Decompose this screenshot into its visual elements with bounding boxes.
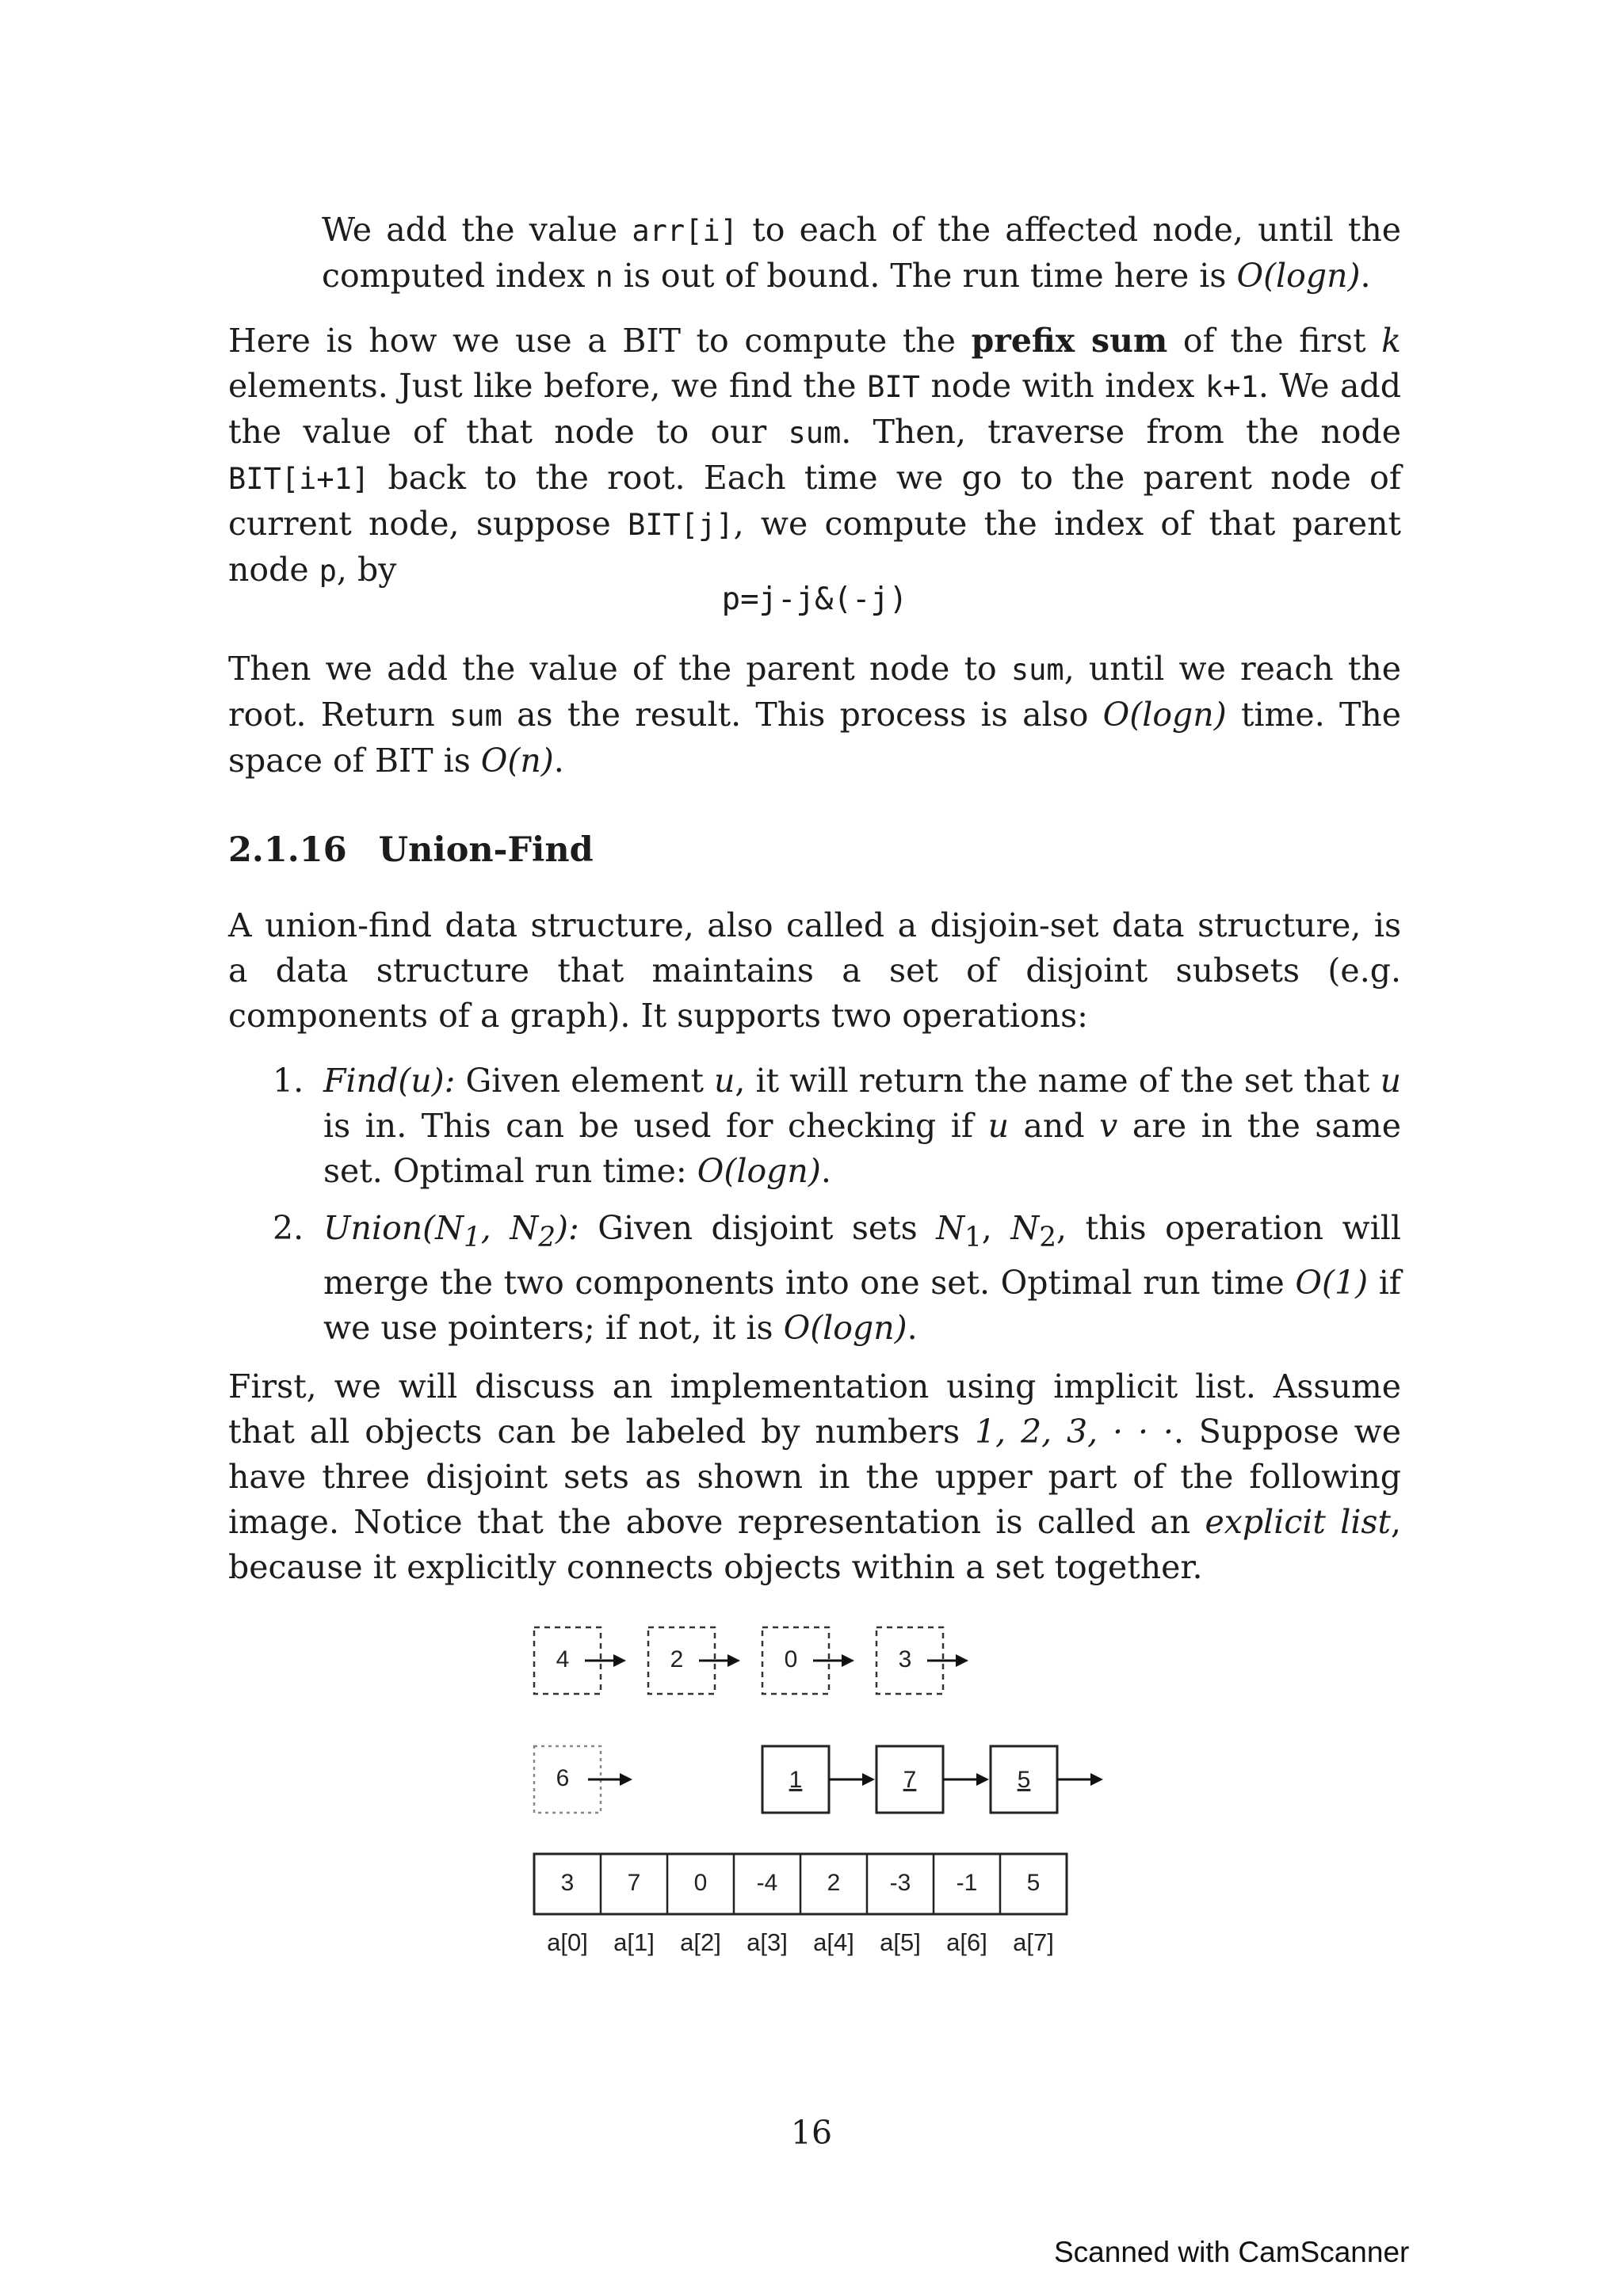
text: . Suppose we have three disjoint sets as shown in the upper part of the following image. Notice that the above representation is called an [228,1413,1401,1541]
list-marker: 2. [273,1209,304,1247]
code-sum: sum [788,416,842,450]
node-label-6: 6 [556,1764,570,1791]
array-index-label-7: a[7] [1013,1928,1054,1957]
paragraph-union-find-intro: A union-find data structure, also called a disjoin-set data structure, is a data structure that maintains a set of disjoint subsets (e.g. components of a graph). It supports two operations: [228,906,1401,1035]
math-n: N [936,1209,965,1247]
math-o1: O(1) [1295,1264,1369,1302]
text: and [1008,1107,1100,1145]
text: of the first [1167,322,1382,360]
section-number: 2.1.16 [228,830,347,870]
text: , until we reach the root. Return [228,650,1401,734]
text: . [1360,257,1371,295]
math-sequence: 1, 2, 3, · · · [975,1413,1174,1451]
camscanner-footer: Scanned with CamScanner [1054,2236,1410,2268]
array-value-7: 5 [1026,1869,1041,1896]
pointer-arrow-4-head [613,1654,626,1667]
node-label-4: 4 [556,1646,570,1672]
array-value-3: -4 [756,1869,778,1896]
text: , by [336,551,397,589]
text: back to the root. Each time we go to the parent node of current node, suppose [228,459,1401,543]
page-number: 16 [790,2114,833,2152]
disjoint-sets-figure [523,1611,1125,1976]
math-n: N [1010,1209,1040,1247]
text: ): [555,1209,579,1247]
text: First, we will discuss an implementation using implicit list. Assume that all objects can be labeled by numbers [228,1367,1401,1451]
figure-svg [523,1611,1125,1976]
text: Here is how we use a BIT to compute the [228,322,972,360]
text: , N [480,1209,539,1247]
formula-parent-index: p=j-j&(-j) [721,582,908,617]
label-union [323,1209,579,1254]
text: is out of bound. The run time here is [613,257,1237,295]
paragraph-sum-result [228,646,1401,784]
text: are in the same set. Optimal run time: [323,1107,1401,1190]
text: as the result. This process is also [502,696,1103,734]
array-value-5: -3 [889,1869,911,1896]
code-n: n [595,260,613,294]
node-label-1: 1 [789,1766,803,1793]
pointer-arrow-3-head [956,1654,968,1667]
text: , because it explicitly connects objects within a set together. [228,1503,1401,1586]
subscript: 1 [464,1222,481,1254]
pointer-arrow-1-head [862,1773,875,1786]
math-k: k [1381,322,1401,360]
text: to each of the affected node, until the computed index [322,211,1402,295]
subscript: 1 [964,1222,982,1254]
subscript: 2 [1039,1222,1056,1254]
text: is in. This can be used for checking if [323,1107,988,1145]
math-u: u [1380,1062,1401,1100]
bold-prefix-sum: prefix sum [971,322,1168,360]
text: . [907,1309,918,1348]
section-title: Union-Find [378,830,594,870]
code-bit-j: BIT[j] [627,508,734,542]
list-item-find [273,1058,1401,1194]
code-bit-i-plus-1: BIT[i+1] [228,462,370,496]
math-v: v [1099,1107,1118,1145]
text: Given disjoint sets [579,1209,937,1247]
pointer-arrow-0-head [842,1654,854,1667]
text: . We add the value of that node to our [228,367,1401,451]
array-index-label-1: a[1] [613,1928,655,1957]
array-index-label-0: a[0] [547,1928,588,1957]
math-ologn: O(logn) [783,1309,907,1348]
code-sum: sum [449,699,502,733]
node-label-2: 2 [670,1646,684,1672]
node-label-0: 0 [784,1646,798,1672]
paragraph-prefix-sum [228,318,1401,593]
math-ologn: O(logn) [697,1152,821,1190]
text: , we compute the index of that parent node [228,505,1401,589]
pointer-arrow-6-head [620,1773,632,1786]
math-ologn: O(logn) [1102,696,1227,734]
pointer-arrow-7-head [976,1773,989,1786]
code-sum: sum [1010,653,1064,687]
emphasis-explicit-list: explicit list [1205,1503,1391,1541]
text: time. The space of BIT is [228,696,1401,780]
list-item-body [323,1206,1401,1351]
array-value-4: 2 [827,1869,841,1896]
text: . [553,742,564,780]
paragraph-implicit-list [228,1364,1401,1590]
text: if we use pointers; if not, it is [323,1264,1401,1348]
label-find: Find(u): [323,1062,456,1100]
text: . [820,1152,831,1190]
array-value-1: 7 [627,1869,641,1896]
text: We add the value [322,211,632,249]
node-label-7: 7 [903,1766,917,1793]
text: elements. Just like before, we find the [228,367,868,405]
text: , it will return the name of the set that [735,1062,1381,1100]
text: Given element [455,1062,714,1100]
array-value-2: 0 [693,1869,708,1896]
code-arr-i: arr[i] [632,214,739,248]
pointer-arrow-2-head [727,1654,740,1667]
array-index-label-4: a[4] [813,1928,854,1957]
text: . Then, traverse from the node [841,413,1401,451]
text: , [981,1209,1011,1247]
array-value-0: 3 [560,1869,575,1896]
node-label-3: 3 [898,1646,912,1672]
list-item-union [273,1206,1401,1351]
code-bit: BIT [867,370,920,404]
code-p: p [319,554,337,588]
text: Union(N [323,1209,464,1247]
node-label-5: 5 [1017,1766,1031,1793]
code-k-plus-1: k+1 [1205,370,1258,404]
math-on: O(n) [480,742,554,780]
array-value-6: -1 [956,1869,978,1896]
list-item-body [323,1058,1401,1194]
math-u: u [987,1107,1009,1145]
text: Then we add the value of the parent node to [228,650,1011,688]
subscript: 2 [538,1222,556,1254]
text: node with index [919,367,1205,405]
math-u: u [714,1062,735,1100]
array-index-label-3: a[3] [747,1928,788,1957]
pointer-arrow-5-head [1090,1773,1103,1786]
math-ologn: O(logn) [1236,257,1361,295]
array-index-label-2: a[2] [680,1928,721,1957]
text: , this operation will merge the two components into one set. Optimal run time [323,1209,1401,1302]
array-index-label-6: a[6] [946,1928,987,1957]
paragraph-bit-update [322,208,1401,299]
section-heading [228,830,594,870]
array-index-label-5: a[5] [880,1928,921,1957]
list-marker: 1. [273,1062,304,1100]
